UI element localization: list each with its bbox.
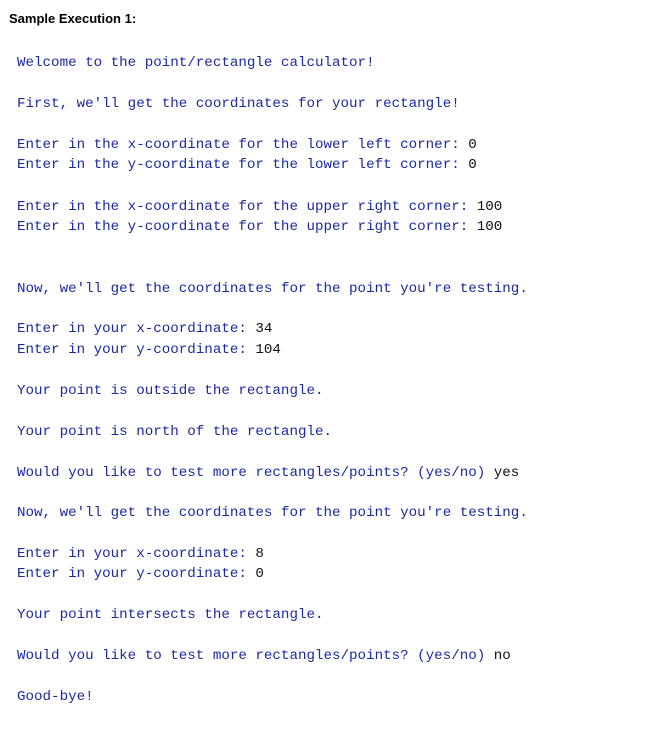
prompt-text: Now, we'll get the coordinates for the point you're testing. [17, 505, 528, 521]
console-line [17, 381, 324, 401]
prompt-text: Good-bye! [17, 689, 94, 705]
console-line [17, 544, 264, 564]
prompt-text: Now, we'll get the coordinates for the point you're testing. [17, 281, 528, 297]
prompt-text: Your point is north of the rectangle. [17, 424, 333, 440]
prompt-text: Enter in your y-coordinate: [17, 342, 256, 358]
prompt-text: Your point is outside the rectangle. [17, 383, 324, 399]
console-line [17, 503, 528, 523]
prompt-text: Would you like to test more rectangles/points? (yes/no) [17, 465, 494, 481]
console-line [17, 135, 477, 155]
console-line [17, 94, 460, 114]
console-line [17, 605, 324, 625]
console-line [17, 217, 502, 237]
user-input: yes [493, 465, 520, 481]
prompt-text: Would you like to test more rectangles/points? (yes/no) [17, 648, 494, 664]
user-input: 8 [255, 546, 264, 562]
console-line [17, 340, 281, 360]
user-input: 100 [476, 219, 503, 235]
console-line [17, 197, 502, 217]
prompt-text: Enter in the y-coordinate for the upper right corner: [17, 219, 477, 235]
user-input: 0 [468, 137, 477, 153]
prompt-text: First, we'll get the coordinates for your rectangle! [17, 96, 460, 112]
console-line [17, 646, 511, 666]
prompt-text: Enter in the x-coordinate for the upper right corner: [17, 199, 477, 215]
console-line [17, 687, 94, 707]
prompt-text: Welcome to the point/rectangle calculator! [17, 55, 375, 71]
console-line [17, 564, 264, 584]
user-input: 104 [255, 342, 281, 358]
console-output [17, 0, 647, 730]
user-input: no [493, 648, 511, 664]
console-line [17, 53, 375, 73]
user-input: 34 [255, 321, 273, 337]
prompt-text: Enter in your y-coordinate: [17, 566, 256, 582]
prompt-text: Enter in the y-coordinate for the lower left corner: [17, 157, 469, 173]
console-line [17, 422, 332, 442]
prompt-text: Your point intersects the rectangle. [17, 607, 324, 623]
console-line [17, 155, 477, 175]
user-input: 0 [468, 157, 477, 173]
user-input: 100 [476, 199, 503, 215]
prompt-text: Enter in the x-coordinate for the lower left corner: [17, 137, 469, 153]
prompt-text: Enter in your x-coordinate: [17, 546, 256, 562]
user-input: 0 [255, 566, 264, 582]
console-line [17, 463, 519, 483]
prompt-text: Enter in your x-coordinate: [17, 321, 256, 337]
console-line [17, 279, 528, 299]
console-line [17, 319, 272, 339]
heading: Sample Execution 1: [9, 11, 137, 26]
